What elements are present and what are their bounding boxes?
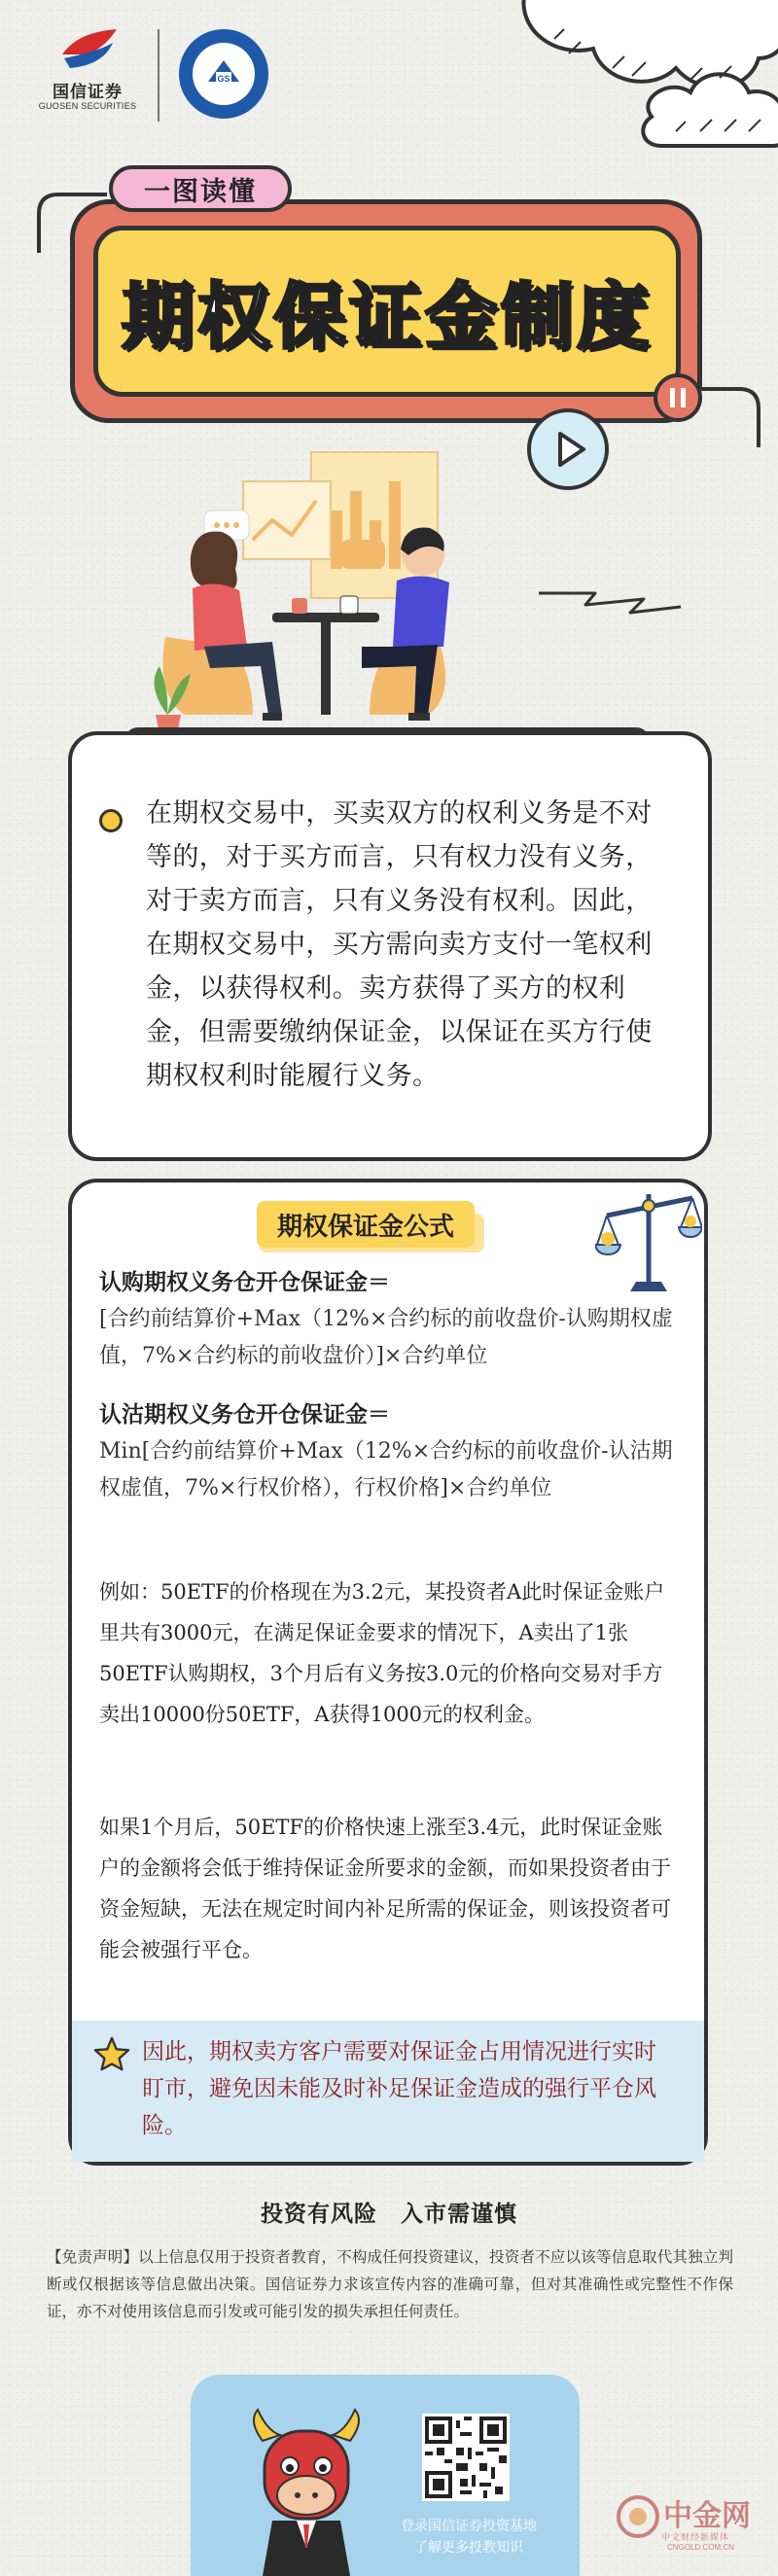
notice-text: 因此，期权卖方客户需要对保证金占用情况进行实时盯市，避免因未能及时补足保证金造成的强行平仓风险。: [142, 2038, 656, 2137]
risk-slogan: 投资有风险 入市需谨慎: [261, 2201, 517, 2226]
bullet-dot-icon: [99, 809, 123, 832]
put-formula: [99, 1396, 673, 1507]
pause-icon: [657, 377, 698, 418]
qr-caption-line-2: 了解更多投教知识: [414, 2539, 523, 2555]
edu-base-seal-icon: [177, 27, 270, 121]
watermark: [617, 2489, 772, 2558]
intro-card: [68, 731, 712, 1161]
bull-mascot-icon: [243, 2402, 370, 2576]
guosen-logo-icon: [58, 25, 121, 72]
qr-code-icon[interactable]: [422, 2414, 510, 2501]
call-formula: [99, 1264, 673, 1375]
play-button[interactable]: [527, 408, 609, 490]
page-title: 期权保证金制度: [122, 276, 653, 357]
star-icon: [93, 2036, 130, 2071]
intro-text: 在期权交易中，买卖双方的权利义务是不对等的，对于买方而言，只有权力没有义务，对于卖方而言，只有义务没有权利。因此，在期权交易中，买方需向卖方支付一笔权利金，以获得权利。卖方获得了买方的权利金，但需要缴纳保证金，以保证在买方行使期权权利时能履行义务。: [146, 798, 653, 1090]
put-formula-head: 认沽期权义务仓开仓保证金＝: [99, 1401, 390, 1428]
brand-name-en: GUOSEN SECURITIES: [38, 101, 137, 111]
watermark-sub: 中文财经新媒体: [661, 2532, 730, 2542]
watermark-url: CNGOLD.COM.CN: [667, 2543, 734, 2552]
disclaimer: 【免责声明】以上信息仅用于投资者教育，不构成任何投资建议，投资者不应以该等信息取代其独立判断或仅根据该等信息做出决策。国信证券力求该宣传内容的准确可靠，但对其准确性或完整性不作保证，亦不对使用该信息而引发或可能引发的损失承担任何责任。: [47, 2249, 733, 2320]
followup-paragraph: 如果1个月后，50ETF的价格快速上涨至3.4元，此时保证金账户的金额将会低于维持保证金所要求的金额，而如果投资者由于资金短缺，无法在规定时间内补足所需的保证金，则该投资者可能会被强行平仓。: [99, 1816, 671, 1961]
qr-caption-line-1: 登录国信证券投资基地: [401, 2518, 537, 2533]
call-formula-body: [合约前结算价+Max（12%×合约标的前收盘价-认购期权虚值，7%×合约标的前收盘价）]×合约单位: [99, 1307, 673, 1368]
brand-name-cn: 国信证券: [53, 83, 123, 101]
call-formula-head: 认购期权义务仓开仓保证金＝: [99, 1269, 390, 1295]
logo-divider: [158, 29, 159, 122]
title-tag: 一图读懂: [109, 165, 292, 212]
title-panel: [93, 226, 681, 397]
qr-caption: [391, 2515, 547, 2558]
play-icon: [531, 412, 605, 486]
put-formula-body: Min[合约前结算价+Max（12%×合约标的前收盘价-认沽期权虚值，7%×行权价格），行权价格]×合约单位: [99, 1439, 673, 1500]
guosen-logo: [29, 25, 146, 123]
formula-title: 期权保证金公式: [257, 1201, 475, 1248]
example-paragraph: 例如：50ETF的价格现在为3.2元，某投资者A此时保证金账户里共有3000元，在满足保证金要求的情况下，A卖出了1张50ETF认购期权，3个月后有义务按3.0元的价格向交易对手方卖出10000份50ETF，A获得1000元的权利金。: [99, 1580, 665, 1726]
svg-text:GS: GS: [217, 74, 230, 84]
pause-button[interactable]: [654, 373, 702, 422]
watermark-logo-icon: [617, 2495, 659, 2538]
illustration-meeting: [146, 442, 535, 734]
watermark-name: 中金网: [663, 2500, 751, 2532]
lightning-icon: [537, 583, 683, 622]
